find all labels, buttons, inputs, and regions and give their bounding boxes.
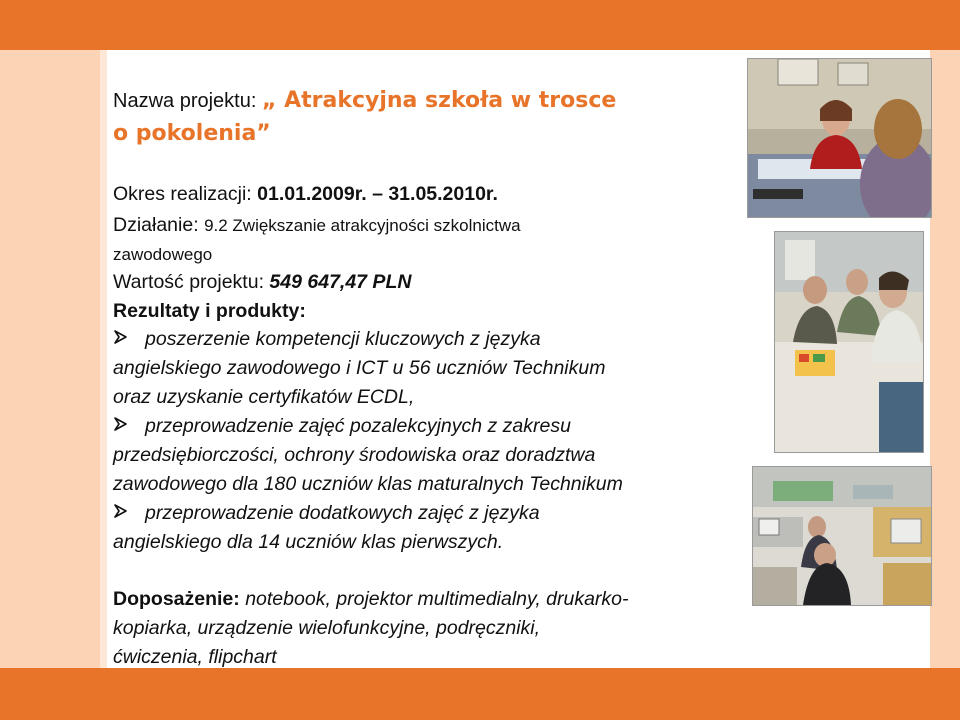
period-label: Okres realizacji:	[113, 183, 252, 205]
left-light-strip	[100, 50, 107, 668]
project-name-cont: o pokolenia”	[113, 121, 271, 146]
period-value: 01.01.2009r. – 31.05.2010r.	[257, 183, 498, 205]
equipment-label: Doposażenie:	[113, 588, 240, 610]
equipment-line2: kopiarka, urządzenie wielofunkcyjne, podręczniki,	[113, 617, 541, 639]
bottom-orange-bar	[0, 668, 960, 720]
top-orange-bar	[0, 0, 960, 50]
equipment-value: notebook, projektor multimedialny, drukarko-	[245, 588, 629, 610]
value-label: Wartość projektu:	[113, 271, 264, 293]
arrow-bullet-icon	[113, 502, 145, 525]
result-item-3-line2: angielskiego dla 14 uczniów klas pierwszych.	[113, 531, 504, 553]
result-item-2-line3: zawodowego dla 180 uczniów klas maturalnych Technikum	[113, 473, 623, 495]
result-item-1-text: poszerzenie kompetencji kluczowych z języka	[145, 328, 541, 350]
action-line	[113, 214, 521, 237]
result-item-1	[113, 328, 541, 351]
equipment-line1	[113, 588, 629, 611]
project-name-label: Nazwa projektu:	[113, 90, 257, 112]
project-title-line2	[113, 120, 271, 146]
right-peach-strip	[930, 50, 960, 668]
arrow-bullet-icon	[113, 415, 145, 438]
result-item-2-text: przeprowadzenie zajęć pozalekcyjnych z zakresu	[145, 415, 571, 437]
result-item-3	[113, 502, 540, 525]
equipment-line3: ćwiczenia, flipchart	[113, 646, 277, 668]
action-line2	[113, 245, 212, 265]
action-value-cont: zawodowego	[113, 245, 213, 264]
result-item-2	[113, 415, 571, 438]
period-line	[113, 183, 498, 206]
result-item-1-line3: oraz uzyskanie certyfikatów ECDL,	[113, 386, 415, 408]
value-line	[113, 271, 411, 294]
photo-computer-lab	[752, 466, 932, 606]
photo-students	[774, 231, 924, 453]
value-amount: 549 647,47 PLN	[269, 271, 412, 293]
action-value: 9.2 Zwiększanie atrakcyjności szkolnictwa	[204, 216, 521, 235]
results-heading: Rezultaty i produkty:	[113, 300, 306, 322]
result-item-1-line2: angielskiego zawodowego i ICT u 56 uczniów Technikum	[113, 357, 606, 379]
action-label: Działanie:	[113, 214, 199, 236]
left-peach-strip	[0, 50, 100, 668]
arrow-bullet-icon	[113, 328, 145, 351]
result-item-3-text: przeprowadzenie dodatkowych zajęć z języka	[145, 502, 540, 524]
photo-meeting	[747, 58, 932, 218]
result-item-2-line2: przedsiębiorczości, ochrony środowiska oraz doradztwa	[113, 444, 596, 466]
project-name: „ Atrakcyjna szkoła w trosce	[261, 88, 617, 113]
project-title-line1	[113, 88, 616, 113]
